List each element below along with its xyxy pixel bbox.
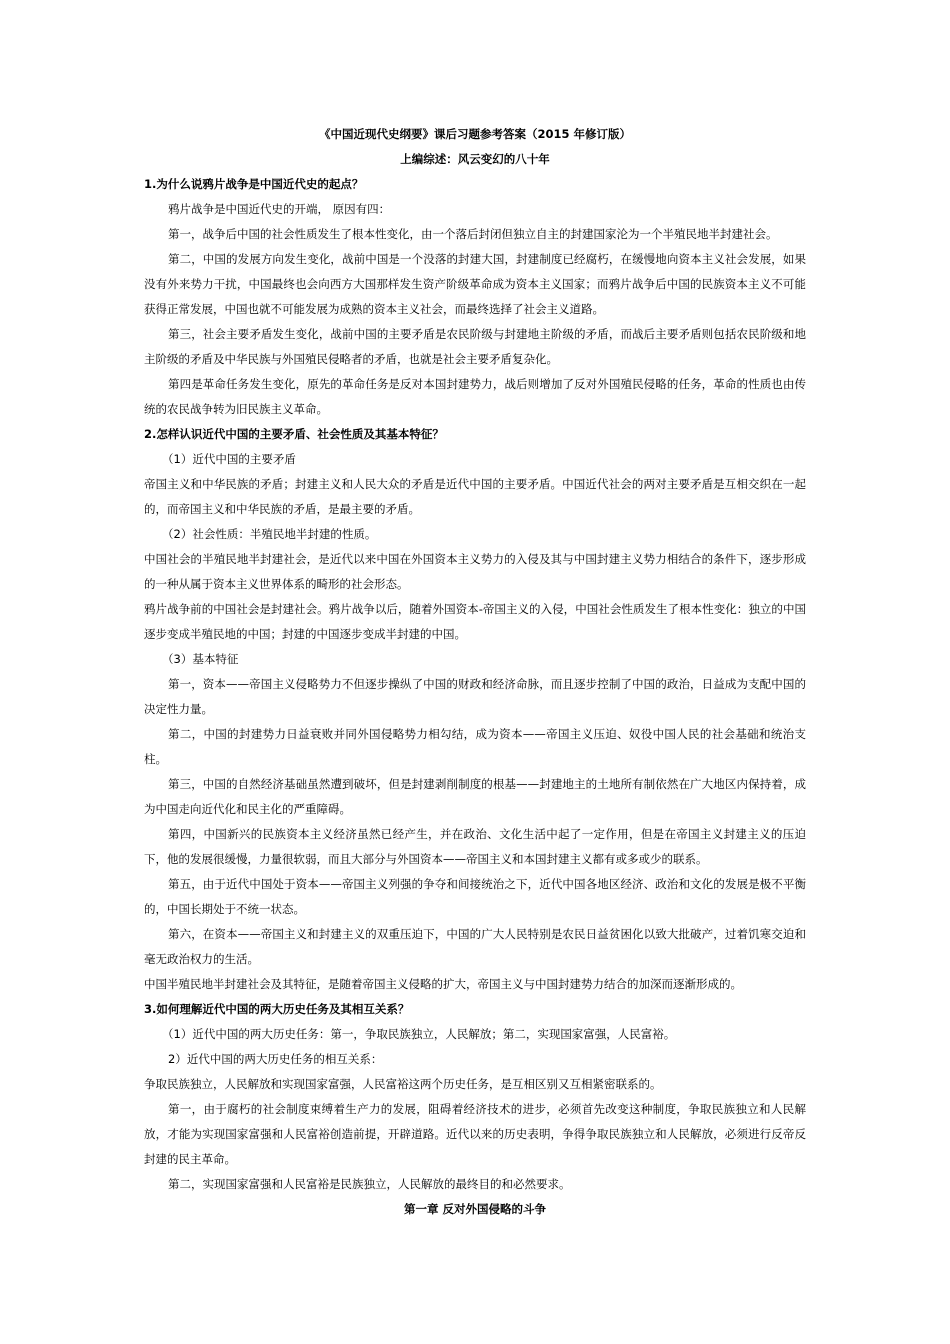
document-title: 《中国近现代史纲要》课后习题参考答案（2015 年修订版） (318, 127, 631, 141)
answer-paragraph: （2）社会性质：半殖民地半封建的性质。 (162, 527, 377, 541)
answer-paragraph: 第六，在资本——帝国主义和封建主义的双重压迫下，中国的广大人民特别是农民日益贫困化以致大批破产，过着饥寒交迫和毫无政治权力的生活。 (144, 927, 806, 966)
answer-paragraph: 第二，中国的封建势力日益衰败并同外国侵略势力相勾结，成为资本——帝国主义压迫、奴役中国人民的社会基础和统治支柱。 (144, 727, 806, 766)
answer-paragraph: 第二，中国的发展方向发生变化，战前中国是一个没落的封建大国，封建制度已经腐朽，在缓慢地向资本主义社会发展，如果没有外来势力干扰，中国最终也会向西方大国那样发生资产阶级革命成为资本主义国家；而鸦片战争后中国的民族资本主义不可能获得正常发展，中国也就不可能发展为成熟的资本主义社会，而最终选择了社会主义道路。 (144, 252, 806, 316)
question-section (144, 172, 806, 422)
answer-paragraph: （3）基本特征 (162, 652, 239, 666)
answer-paragraph: （1）近代中国的两大历史任务：第一，争取民族独立，人民解放；第二，实现国家富强，人民富裕。 (162, 1027, 676, 1041)
answer-paragraph: （1）近代中国的主要矛盾 (162, 452, 296, 466)
answer-paragraph: 第二，实现国家富强和人民富裕是民族独立，人民解放的最终目的和必然要求。 (168, 1177, 571, 1191)
question-heading: 2.怎样认识近代中国的主要矛盾、社会性质及其基本特征？ (144, 427, 444, 441)
answer-paragraph: 鸦片战争是中国近代史的开端， 原因有四： (168, 202, 391, 216)
answer-paragraph: 第一，战争后中国的社会性质发生了根本性变化，由一个落后封闭但独立自主的封建国家沦为一个半殖民地半封建社会。 (168, 227, 778, 241)
answer-paragraph: 鸦片战争前的中国社会是封建社会。鸦片战争以后，随着外国资本-帝国主义的入侵，中国社会性质发生了根本性变化：独立的中国逐步变成半殖民地的中国；封建的中国逐步变成半封建的中国。 (144, 602, 806, 641)
answer-paragraph: 第一，资本——帝国主义侵略势力不但逐步操纵了中国的财政和经济命脉，而且逐步控制了中国的政治，日益成为支配中国的决定性力量。 (144, 677, 806, 716)
answer-paragraph: 中国半殖民地半封建社会及其特征，是随着帝国主义侵略的扩大，帝国主义与中国封建势力结合的加深而逐渐形成的。 (144, 977, 742, 991)
answer-paragraph: 第五，由于近代中国处于资本——帝国主义列强的争夺和间接统治之下，近代中国各地区经济、政治和文化的发展是极不平衡的，中国长期处于不统一状态。 (144, 877, 806, 916)
question-heading: 1.为什么说鸦片战争是中国近代史的起点？ (144, 177, 364, 191)
answer-paragraph: 第四，中国新兴的民族资本主义经济虽然已经产生，并在政治、文化生活中起了一定作用，但是在帝国主义封建主义的压迫下，他的发展很缓慢，力量很软弱，而且大部分与外国资本——帝国主义和本国封建主义都有或多或少的联系。 (144, 827, 806, 866)
answer-paragraph: 第一，由于腐朽的社会制度束缚着生产力的发展，阻碍着经济技术的进步，必须首先改变这种制度，争取民族独立和人民解放，才能为实现国家富强和人民富裕创造前提，开辟道路。近代以来的历史表明，争得争取民族独立和人民解放，必须进行反帝反封建的民主革命。 (144, 1102, 806, 1166)
question-section (144, 997, 806, 1197)
answer-paragraph: 2）近代中国的两大历史任务的相互关系： (168, 1052, 383, 1066)
chapter-heading: 第一章 反对外国侵略的斗争 (403, 1202, 546, 1216)
answer-paragraph: 中国社会的半殖民地半封建社会，是近代以来中国在外国资本主义势力的入侵及其与中国封建主义势力相结合的条件下，逐步形成的一种从属于资本主义世界体系的畸形的社会形态。 (144, 552, 806, 591)
document-subtitle: 上编综述：风云变幻的八十年 (400, 152, 550, 166)
question-section (144, 422, 806, 997)
question-heading: 3.如何理解近代中国的两大历史任务及其相互关系？ (144, 1002, 410, 1016)
answer-paragraph: 帝国主义和中华民族的矛盾；封建主义和人民大众的矛盾是近代中国的主要矛盾。中国近代社会的两对主要矛盾是互相交织在一起的，而帝国主义和中华民族的矛盾，是最主要的矛盾。 (144, 477, 806, 516)
answer-paragraph: 第四是革命任务发生变化，原先的革命任务是反对本国封建势力，战后则增加了反对外国殖民侵略的任务，革命的性质也由传统的农民战争转为旧民族主义革命。 (144, 377, 806, 416)
answer-paragraph: 第三，社会主要矛盾发生变化，战前中国的主要矛盾是农民阶级与封建地主阶级的矛盾，而战后主要矛盾则包括农民阶级和地主阶级的矛盾及中华民族与外国殖民侵略者的矛盾，也就是社会主要矛盾复杂化。 (144, 327, 806, 366)
answer-paragraph: 争取民族独立，人民解放和实现国家富强，人民富裕这两个历史任务，是互相区别又互相紧密联系的。 (144, 1077, 662, 1091)
document-page (144, 122, 806, 1222)
document-body (144, 172, 806, 1197)
answer-paragraph: 第三，中国的自然经济基础虽然遭到破坏，但是封建剥削制度的根基——封建地主的土地所有制依然在广大地区内保持着，成为中国走向近代化和民主化的严重障碍。 (144, 777, 806, 816)
